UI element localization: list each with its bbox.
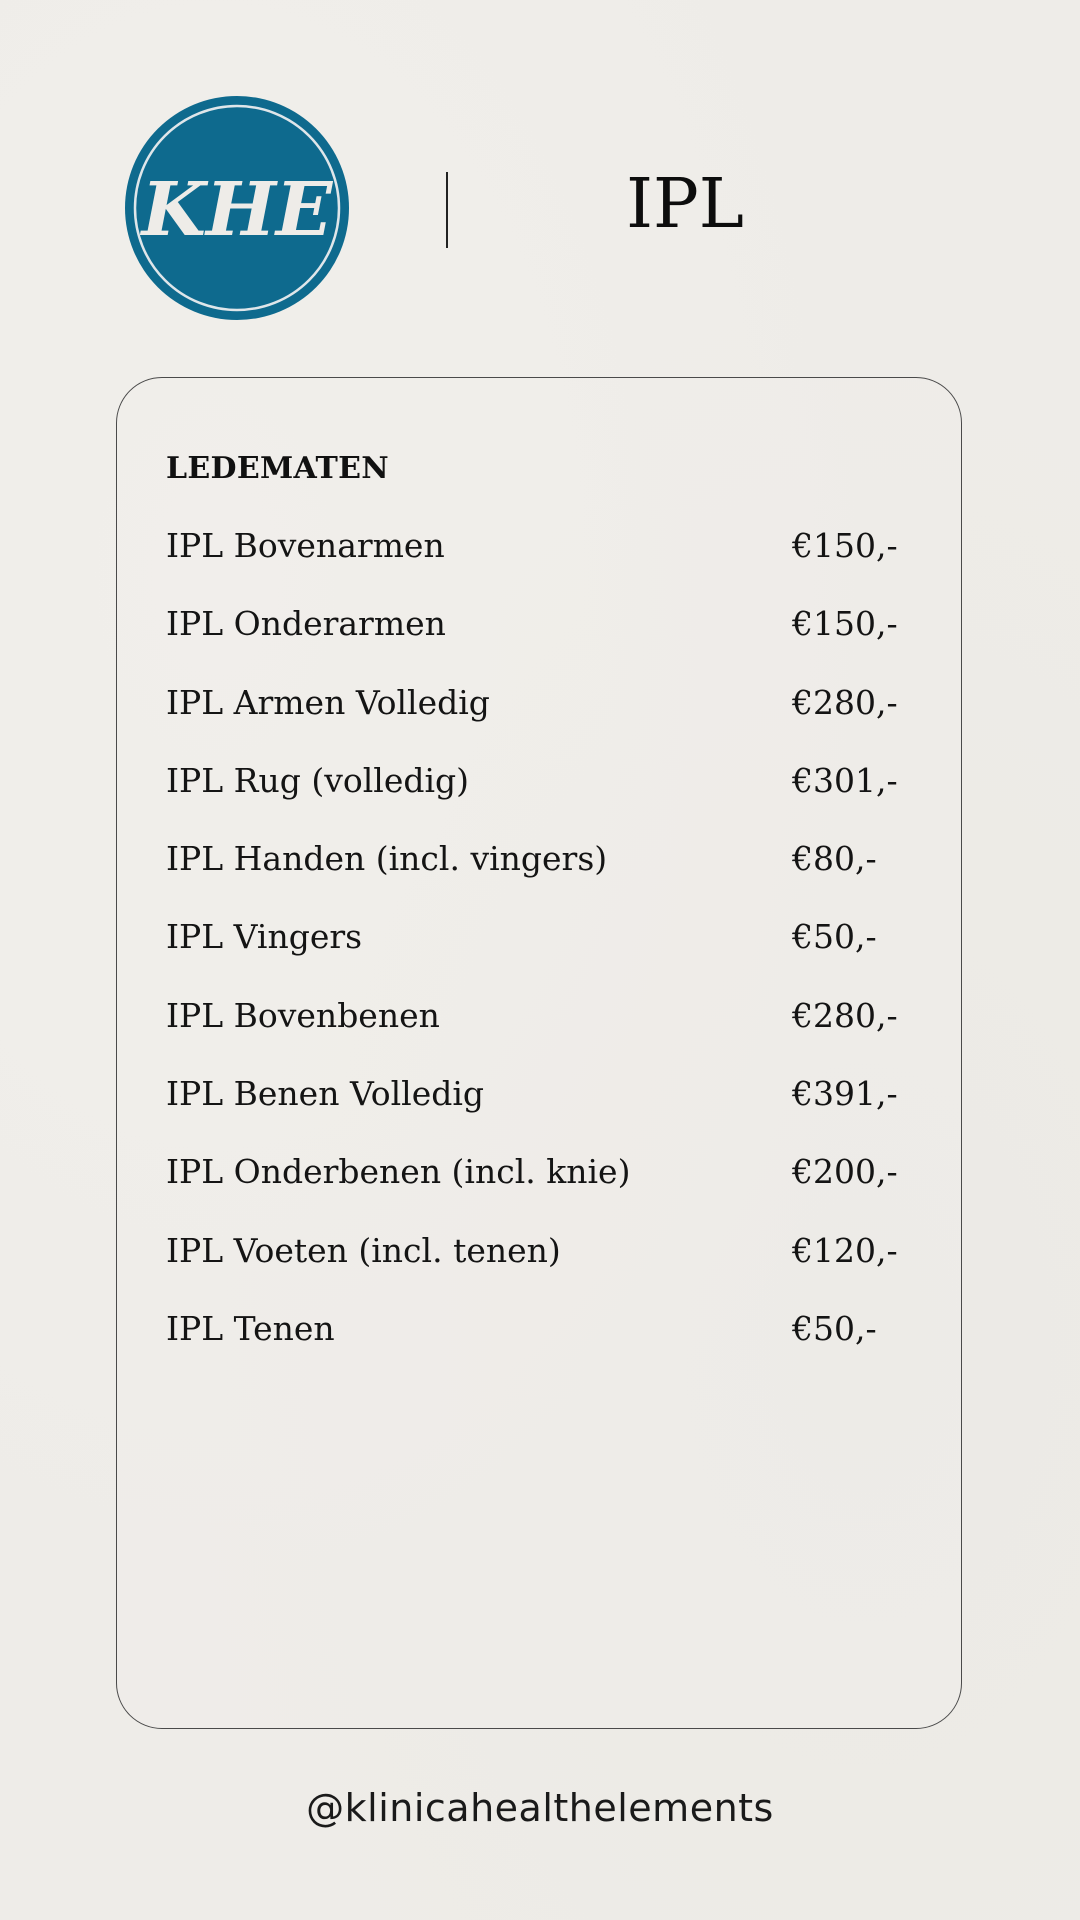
item-name: IPL Onderbenen (incl. knie) — [166, 1152, 631, 1192]
item-name: IPL Vingers — [166, 917, 363, 957]
price-row — [166, 759, 926, 837]
price-row — [166, 1072, 926, 1150]
social-handle: @klinicahealthelements — [306, 1786, 774, 1830]
price-row — [166, 1307, 926, 1385]
item-name: IPL Bovenarmen — [166, 526, 445, 565]
page-title: IPL — [626, 165, 744, 244]
price-row — [166, 994, 926, 1072]
item-name: IPL Rug (volledig) — [166, 760, 470, 800]
item-price: €150,- — [792, 604, 898, 644]
price-row — [166, 524, 926, 602]
khe-logo-seal — [124, 95, 350, 321]
header-divider — [446, 172, 448, 248]
item-price: €50,- — [792, 1308, 877, 1348]
khe-logo — [124, 95, 350, 321]
price-row — [166, 602, 926, 680]
item-name: IPL Onderarmen — [166, 604, 446, 644]
item-price: €301,- — [792, 760, 898, 800]
item-price: €120,- — [792, 1230, 898, 1270]
price-row — [166, 915, 926, 993]
item-name: IPL Tenen — [166, 1308, 335, 1348]
price-list — [166, 524, 926, 1385]
price-row — [166, 837, 926, 915]
item-name: IPL Benen Volledig — [166, 1074, 485, 1114]
price-row — [166, 1150, 926, 1228]
item-price: €50,- — [792, 917, 877, 957]
item-price: €280,- — [792, 995, 898, 1035]
item-price: €150,- — [792, 526, 898, 565]
item-price: €80,- — [792, 839, 877, 879]
item-name: IPL Armen Volledig — [166, 682, 490, 722]
item-name: IPL Bovenbenen — [166, 995, 440, 1035]
price-row — [166, 1229, 926, 1307]
section-title: LEDEMATEN — [166, 451, 389, 486]
item-price: €391,- — [792, 1074, 898, 1114]
item-name: IPL Handen (incl. vingers) — [166, 839, 608, 879]
item-price: €280,- — [792, 682, 898, 722]
item-price: €200,- — [792, 1152, 898, 1192]
logo-text: KHE — [141, 167, 333, 253]
price-row — [166, 681, 926, 759]
item-name: IPL Voeten (incl. tenen) — [166, 1230, 561, 1270]
